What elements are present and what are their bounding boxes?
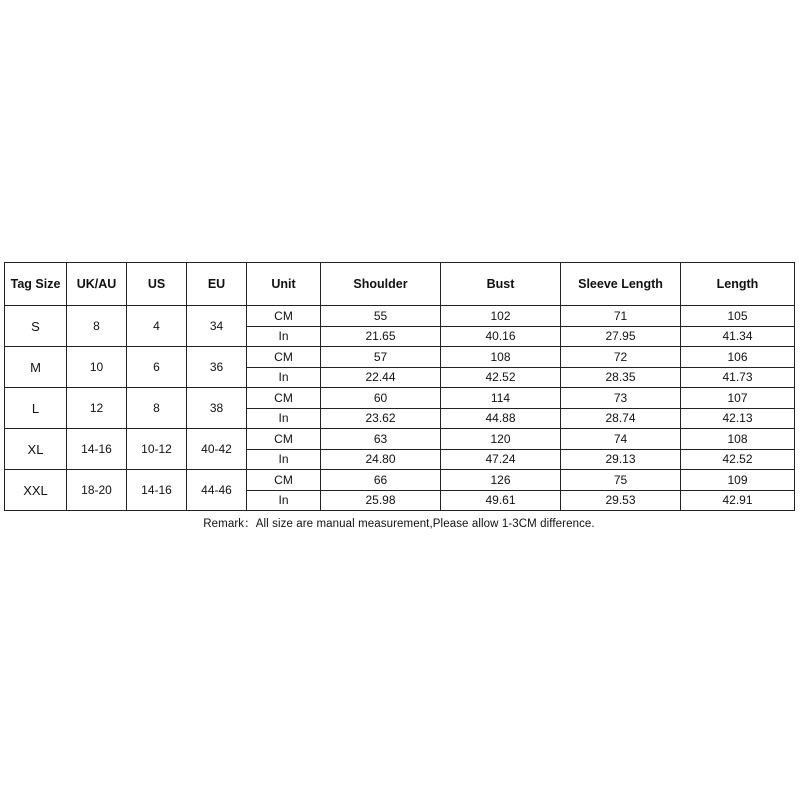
sleeve-length-cell: 74	[561, 429, 681, 450]
shoulder-cell: 23.62	[321, 408, 441, 429]
size-table	[4, 262, 795, 511]
unit-cell: In	[247, 449, 321, 470]
us-cell: 8	[127, 388, 187, 429]
shoulder-cell: 24.80	[321, 449, 441, 470]
length-cell: 41.34	[681, 326, 795, 347]
table-row	[5, 306, 795, 327]
length-cell: 106	[681, 347, 795, 368]
table-row	[5, 470, 795, 491]
unit-cell: In	[247, 490, 321, 511]
shoulder-cell: 66	[321, 470, 441, 491]
shoulder-cell: 22.44	[321, 367, 441, 388]
table-row	[5, 347, 795, 368]
uk-au-cell: 8	[67, 306, 127, 347]
us-cell: 10-12	[127, 429, 187, 470]
eu-cell: 44-46	[187, 470, 247, 511]
unit-cell: In	[247, 408, 321, 429]
sleeve-length-cell: 75	[561, 470, 681, 491]
shoulder-cell: 21.65	[321, 326, 441, 347]
remark-note: Remark：All size are manual measurement,Please allow 1-3CM difference.	[203, 518, 595, 530]
shoulder-cell: 63	[321, 429, 441, 450]
unit-cell: CM	[247, 388, 321, 409]
unit-cell: CM	[247, 429, 321, 450]
unit-cell: In	[247, 326, 321, 347]
sleeve-length-cell: 28.35	[561, 367, 681, 388]
sleeve-length-cell: 29.53	[561, 490, 681, 511]
sleeve-length-cell: 73	[561, 388, 681, 409]
unit-cell: CM	[247, 347, 321, 368]
length-cell: 109	[681, 470, 795, 491]
header-sleeve-length: Sleeve Length	[561, 263, 681, 306]
us-cell: 4	[127, 306, 187, 347]
bust-cell: 40.16	[441, 326, 561, 347]
bust-cell: 114	[441, 388, 561, 409]
sleeve-length-cell: 28.74	[561, 408, 681, 429]
bust-cell: 42.52	[441, 367, 561, 388]
bust-cell: 126	[441, 470, 561, 491]
size-chart	[4, 262, 796, 531]
header-eu: EU	[187, 263, 247, 306]
header-us: US	[127, 263, 187, 306]
length-cell: 41.73	[681, 367, 795, 388]
tag-size-cell: L	[5, 388, 67, 429]
length-cell: 42.91	[681, 490, 795, 511]
us-cell: 14-16	[127, 470, 187, 511]
shoulder-cell: 25.98	[321, 490, 441, 511]
table-row	[5, 429, 795, 450]
length-cell: 42.52	[681, 449, 795, 470]
bust-cell: 47.24	[441, 449, 561, 470]
uk-au-cell: 12	[67, 388, 127, 429]
header-bust: Bust	[441, 263, 561, 306]
length-cell: 42.13	[681, 408, 795, 429]
shoulder-cell: 55	[321, 306, 441, 327]
us-cell: 6	[127, 347, 187, 388]
uk-au-cell: 10	[67, 347, 127, 388]
header-length: Length	[681, 263, 795, 306]
tag-size-cell: XL	[5, 429, 67, 470]
shoulder-cell: 60	[321, 388, 441, 409]
sleeve-length-cell: 72	[561, 347, 681, 368]
header-uk-au: UK/AU	[67, 263, 127, 306]
bust-cell: 102	[441, 306, 561, 327]
table-row	[5, 388, 795, 409]
header-shoulder: Shoulder	[321, 263, 441, 306]
unit-cell: CM	[247, 306, 321, 327]
eu-cell: 34	[187, 306, 247, 347]
bust-cell: 120	[441, 429, 561, 450]
sleeve-length-cell: 71	[561, 306, 681, 327]
eu-cell: 36	[187, 347, 247, 388]
unit-cell: CM	[247, 470, 321, 491]
sleeve-length-cell: 29.13	[561, 449, 681, 470]
header-row	[5, 263, 795, 306]
header-unit: Unit	[247, 263, 321, 306]
tag-size-cell: S	[5, 306, 67, 347]
uk-au-cell: 18-20	[67, 470, 127, 511]
tag-size-cell: XXL	[5, 470, 67, 511]
length-cell: 107	[681, 388, 795, 409]
tag-size-cell: M	[5, 347, 67, 388]
bust-cell: 49.61	[441, 490, 561, 511]
unit-cell: In	[247, 367, 321, 388]
shoulder-cell: 57	[321, 347, 441, 368]
bust-cell: 44.88	[441, 408, 561, 429]
length-cell: 108	[681, 429, 795, 450]
length-cell: 105	[681, 306, 795, 327]
header-tag-size: Tag Size	[5, 263, 67, 306]
eu-cell: 40-42	[187, 429, 247, 470]
uk-au-cell: 14-16	[67, 429, 127, 470]
bust-cell: 108	[441, 347, 561, 368]
sleeve-length-cell: 27.95	[561, 326, 681, 347]
eu-cell: 38	[187, 388, 247, 429]
